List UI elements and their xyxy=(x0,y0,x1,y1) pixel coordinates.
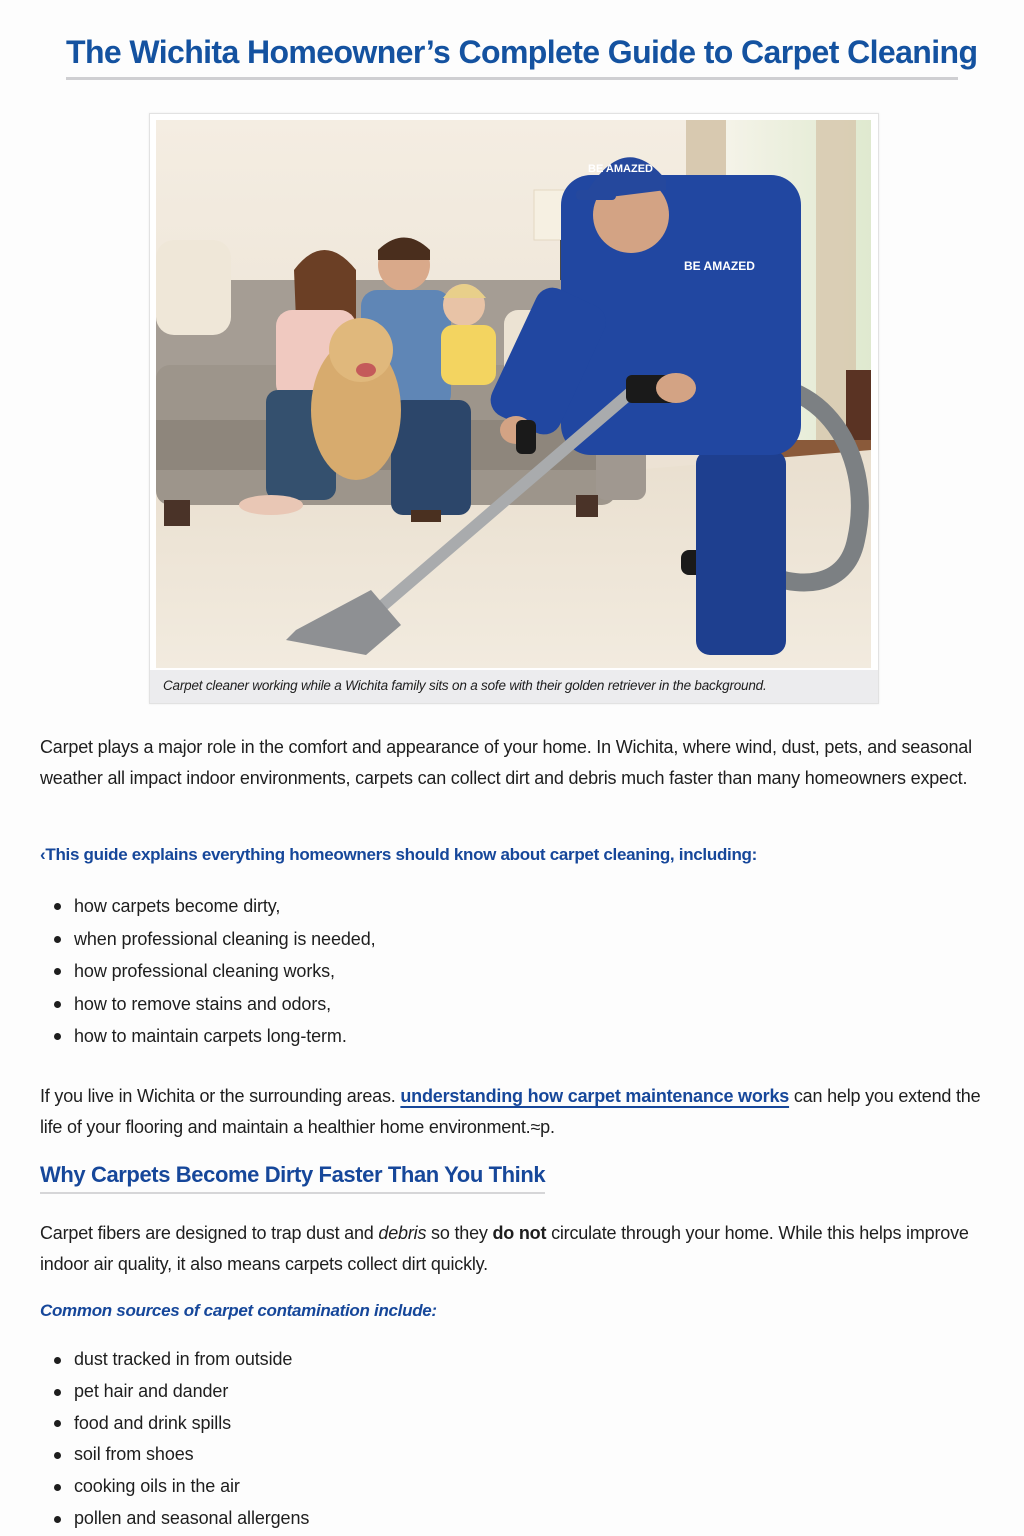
page-title: The Wichita Homeowner’s Complete Guide to Carpet Cleaning xyxy=(66,34,978,70)
bullet-icon xyxy=(54,1484,61,1491)
bullet-icon xyxy=(54,936,61,943)
section-heading-why-dirty: Why Carpets Become Dirty Faster Than You Think xyxy=(40,1162,546,1187)
list-item: how to remove stains and odors, xyxy=(48,988,376,1021)
title-underline xyxy=(66,77,958,80)
bullet-icon xyxy=(54,968,61,975)
section1-paragraph: Carpet fibers are designed to trap dust and debris so they do not circulate through your home. While this helps improve indoor air quality, it also means carpets collect dirt quickly. xyxy=(40,1223,969,1274)
bullet-icon xyxy=(54,1001,61,1008)
list-item: dust tracked in from outside xyxy=(48,1344,309,1376)
bullet-icon xyxy=(54,1389,61,1396)
list-item: pet hair and dander xyxy=(48,1376,309,1408)
cap-logo-text: BE AMAZED xyxy=(588,163,653,175)
carpet-cleaning-scene-illustration xyxy=(156,120,871,668)
hero-photo xyxy=(156,120,871,668)
list-item: soil from shoes xyxy=(48,1439,309,1471)
section-heading-underline xyxy=(40,1192,545,1194)
contamination-sources-list xyxy=(48,1344,309,1535)
guide-topics-list xyxy=(48,890,376,1053)
bullet-icon xyxy=(54,903,61,910)
carpet-maintenance-link[interactable]: understanding how carpet maintenance works xyxy=(400,1086,790,1106)
list-item: cooking oils in the air xyxy=(48,1471,309,1503)
contamination-sources-lead: Common sources of carpet contamination include: xyxy=(40,1301,437,1320)
list-item: how carpets become dirty, xyxy=(48,890,376,923)
bullet-icon xyxy=(54,1033,61,1040)
list-item: food and drink spills xyxy=(48,1408,309,1440)
list-item: pollen and seasonal allergens xyxy=(48,1503,309,1535)
closing-paragraph: If you live in Wichita or the surrounding areas. understanding how carpet maintenance works can help you extend the life of your flooring and maintain a healthier home environment.≈p. xyxy=(40,1086,981,1137)
intro-paragraph: Carpet plays a major role in the comfort and appearance of your home. In Wichita, where wind, dust, pets, and seasonal weather all impact indoor environments, carpets can collect dirt and debris much faster than many homeowners expect. xyxy=(40,737,972,788)
guide-lead: ‹This guide explains everything homeowners should know about carpet cleaning, including: xyxy=(40,845,757,864)
bullet-icon xyxy=(54,1420,61,1427)
caption-bar xyxy=(150,670,878,703)
list-item: how professional cleaning works, xyxy=(48,955,376,988)
image-caption: Carpet cleaner working while a Wichita family sits on a sofe with their golden retriever in the background. xyxy=(163,678,767,693)
list-item: how to maintain carpets long-term. xyxy=(48,1020,376,1053)
list-item: when professional cleaning is needed, xyxy=(48,923,376,956)
bullet-icon xyxy=(54,1357,61,1364)
bullet-icon xyxy=(54,1516,61,1523)
bullet-icon xyxy=(54,1452,61,1459)
hero-figure xyxy=(149,113,879,704)
shirt-logo-text: BE AMAZED xyxy=(684,259,755,273)
